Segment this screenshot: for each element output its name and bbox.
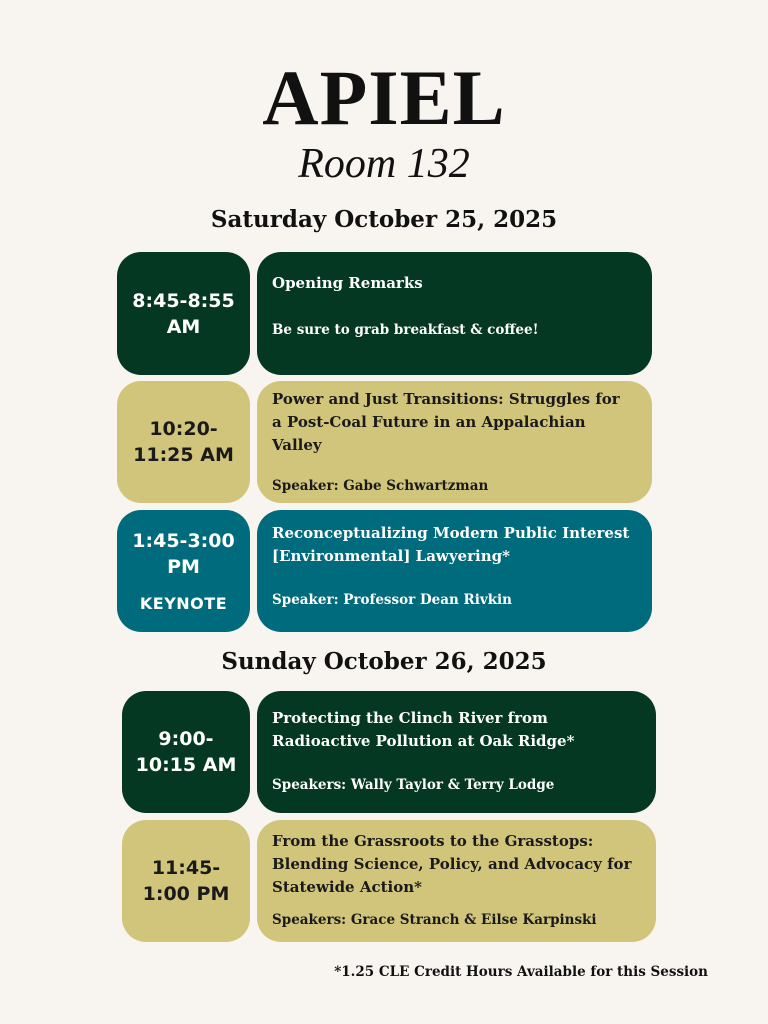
session-detail: Speaker: Professor Dean Rivkin [272,592,512,608]
session-time-box [122,691,250,813]
session-detail: Speakers: Grace Stranch & Eilse Karpinski [272,912,597,928]
session-time: 9:00-10:15 AM [135,728,237,776]
event-title: APIEL [262,54,506,141]
session-detail: Speakers: Wally Taylor & Terry Lodge [272,777,555,793]
session-info-box [257,252,652,375]
session-info-box [257,510,652,632]
keynote-badge: KEYNOTE [139,594,228,613]
session-time-box [122,820,250,942]
session-detail: Speaker: Gabe Schwartzman [272,478,489,494]
session-time: 11:45-1:00 PM [142,857,230,905]
session-time-box [117,252,250,375]
session-title: Reconceptualizing Modern Public Interest [Environmental] Lawyering* [272,524,630,565]
cle-footnote: *1.25 CLE Credit Hours Available for this Session [334,964,708,980]
session-time-box [117,510,250,632]
session-time: 1:45-3:00 PM [132,530,235,578]
day-heading-sunday: Sunday October 26, 2025 [221,648,547,675]
session-detail: Be sure to grab breakfast & coffee! [272,322,539,338]
room-label: Room 132 [298,141,470,187]
session-info-box [257,381,652,503]
day-heading-saturday: Saturday October 25, 2025 [210,206,558,233]
session-title: Opening Remarks [272,274,423,292]
session-title: Protecting the Clinch River from Radioactive Pollution at Oak Ridge* [272,709,575,750]
session-time: 8:45-8:55 AM [132,289,235,338]
session-info-box [257,820,656,942]
session-time-box [117,381,250,503]
session-title: From the Grassroots to the Grasstops: Blending Science, Policy, and Advocacy for Statewide Action* [272,832,632,896]
session-title: Power and Just Transitions: Struggles for a Post-Coal Future in an Appalachian Valley [272,390,620,454]
session-info-box [257,691,656,813]
session-time: 10:20-11:25 AM [133,418,234,466]
